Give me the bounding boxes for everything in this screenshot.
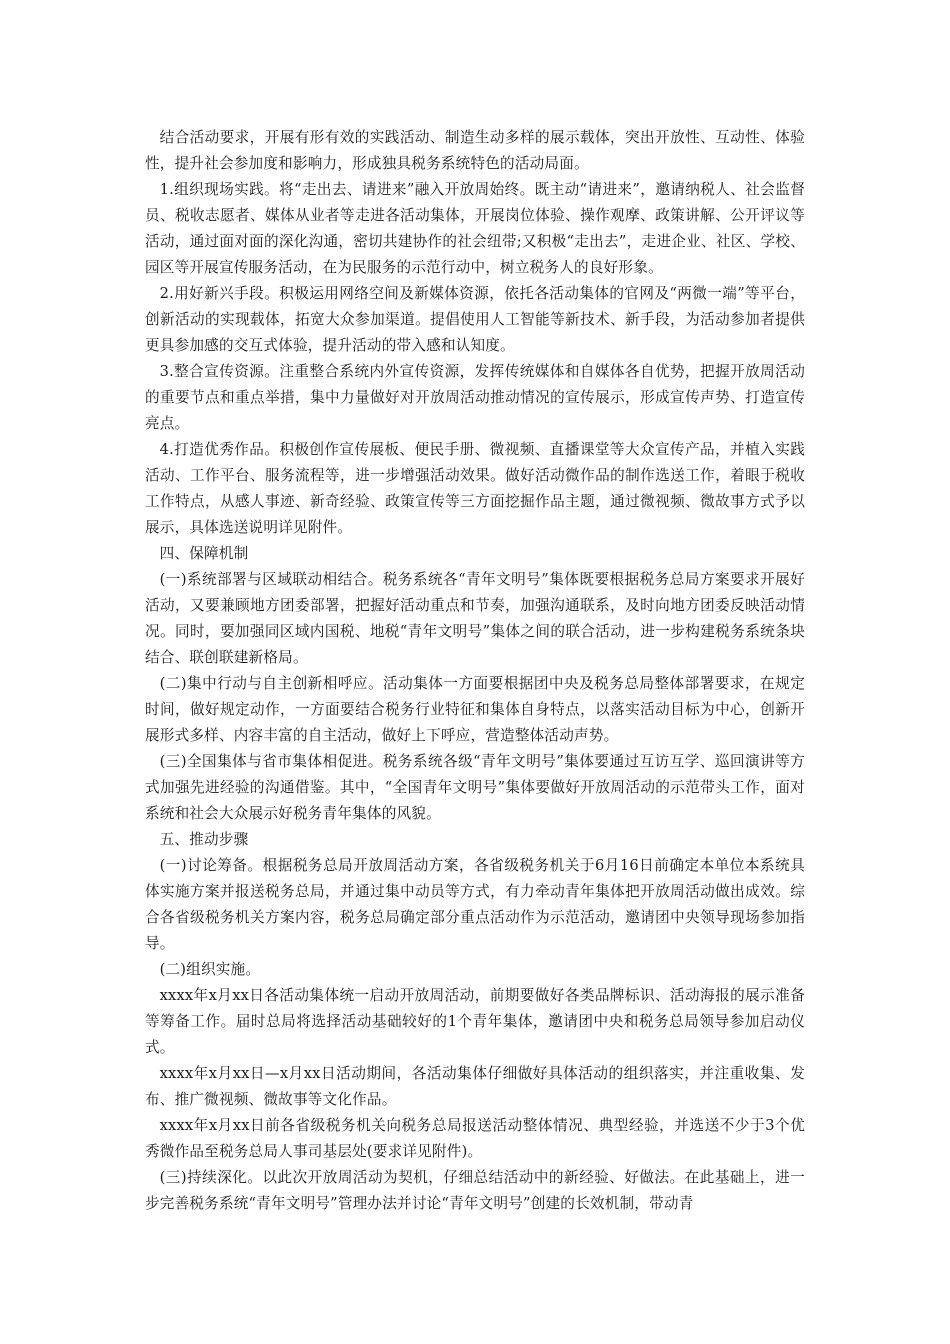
paragraph-step-2-launch: xxxx年x月xx日各活动集体统一启动开放周活动，前期要做好各类品牌标识、活动海报的展示准备等筹备工作。届时总局将选择活动基础较好的1个青年集体，邀请团中央和税务总局领导参加启动仪式。 <box>145 987 805 1056</box>
paragraph-step-2-report: xxxx年x月xx日前各省级税务机关向税务总局报送活动整体情况、典型经验，并选送不少于3个优秀微作品至税务总局人事司基层处(要求详见附件)。 <box>145 1117 805 1160</box>
paragraph-guarantee-2: (二)集中行动与自主创新相呼应。活动集体一方面要根据团中央及税务总局整体部署要求，在规定时间，做好规定动作，一方面要结合税务行业特征和集体自身特点，以落实活动目标为中心，创新开展形式多样、内容丰富的自主活动，做好上下呼应，营造整体活动声势。 <box>145 675 805 744</box>
paragraph-item-4: 4.打造优秀作品。积极创作宣传展板、便民手册、微视频、直播课堂等大众宣传产品，并植入实践活动、工作平台、服务流程等，进一步增强活动效果。做好活动微作品的制作选送工作，着眼于税收工作特点，从感人事迹、新奇经验、政策宣传等三方面挖掘作品主题，通过微视频、微故事方式予以展示，具体选送说明详见附件。 <box>145 441 805 536</box>
paragraph-guarantee-1: (一)系统部署与区域联动相结合。税务系统各“青年文明号”集体既要根据税务总局方案要求开展好活动，又要兼顾地方团委部署，把握好活动重点和节奏，加强沟通联系，及时向地方团委反映活动情况。同时，要加强同区域内国税、地税“青年文明号”集体之间的联合活动，进一步构建税务系统条块结合、联创联建新格局。 <box>145 571 805 666</box>
document-body <box>145 125 805 1217</box>
paragraph-item-2: 2.用好新兴手段。积极运用网络空间及新媒体资源，依托各活动集体的官网及“两微一端”等平台，创新活动的实现载体，拓宽大众参加渠道。提倡使用人工智能等新技术、新手段，为活动参加者提供更具参加感的交互式体验，提升活动的带入感和认知度。 <box>145 285 805 354</box>
paragraph-step-2-title: (二)组织实施。 <box>159 961 261 978</box>
section-heading-4: 四、保障机制 <box>159 545 249 562</box>
paragraph-step-2-period: xxxx年x月xx日—x月xx日活动期间，各活动集体仔细做好具体活动的组织落实，并注重收集、发布、推广微视频、微故事等文化作品。 <box>145 1065 805 1108</box>
section-heading-5: 五、推动步骤 <box>159 831 249 848</box>
paragraph-intro: 结合活动要求，开展有形有效的实践活动、制造生动多样的展示载体，突出开放性、互动性、体验性，提升社会参加度和影响力，形成独具税务系统特色的活动局面。 <box>145 129 805 172</box>
paragraph-item-3: 3.整合宣传资源。注重整合系统内外宣传资源，发挥传统媒体和自媒体各自优势，把握开放周活动的重要节点和重点举措，集中力量做好对开放周活动推动情况的宣传展示，形成宣传声势、打造宣传亮点。 <box>145 363 805 432</box>
paragraph-item-1: 1.组织现场实践。将“走出去、请进来”融入开放周始终。既主动“请进来”，邀请纳税人、社会监督员、税收志愿者、媒体从业者等走进各活动集体，开展岗位体验、操作观摩、政策讲解、公开评议等活动，通过面对面的深化沟通，密切共建协作的社会纽带;又积极“走出去”，走进企业、社区、学校、园区等开展宣传服务活动，在为民服务的示范行动中，树立税务人的良好形象。 <box>145 181 805 276</box>
paragraph-step-1: (一)讨论筹备。根据税务总局开放周活动方案，各省级税务机关于6月16日前确定本单位本系统具体实施方案并报送税务总局，并通过集中动员等方式，有力牵动青年集体把开放周活动做出成效。综合各省级税务机关方案内容，税务总局确定部分重点活动作为示范活动，邀请团中央领导现场参加指导。 <box>145 857 805 952</box>
paragraph-step-3: (三)持续深化。以此次开放周活动为契机，仔细总结活动中的新经验、好做法。在此基础上，进一步完善税务系统“青年文明号”管理办法并讨论“青年文明号”创建的长效机制，带动青 <box>145 1169 805 1212</box>
paragraph-guarantee-3: (三)全国集体与省市集体相促进。税务系统各级“青年文明号”集体要通过互访互学、巡回演讲等方式加强先进经验的沟通借鉴。其中，“全国青年文明号”集体要做好开放周活动的示范带头工作，面对系统和社会大众展示好税务青年集体的风貌。 <box>145 753 805 822</box>
